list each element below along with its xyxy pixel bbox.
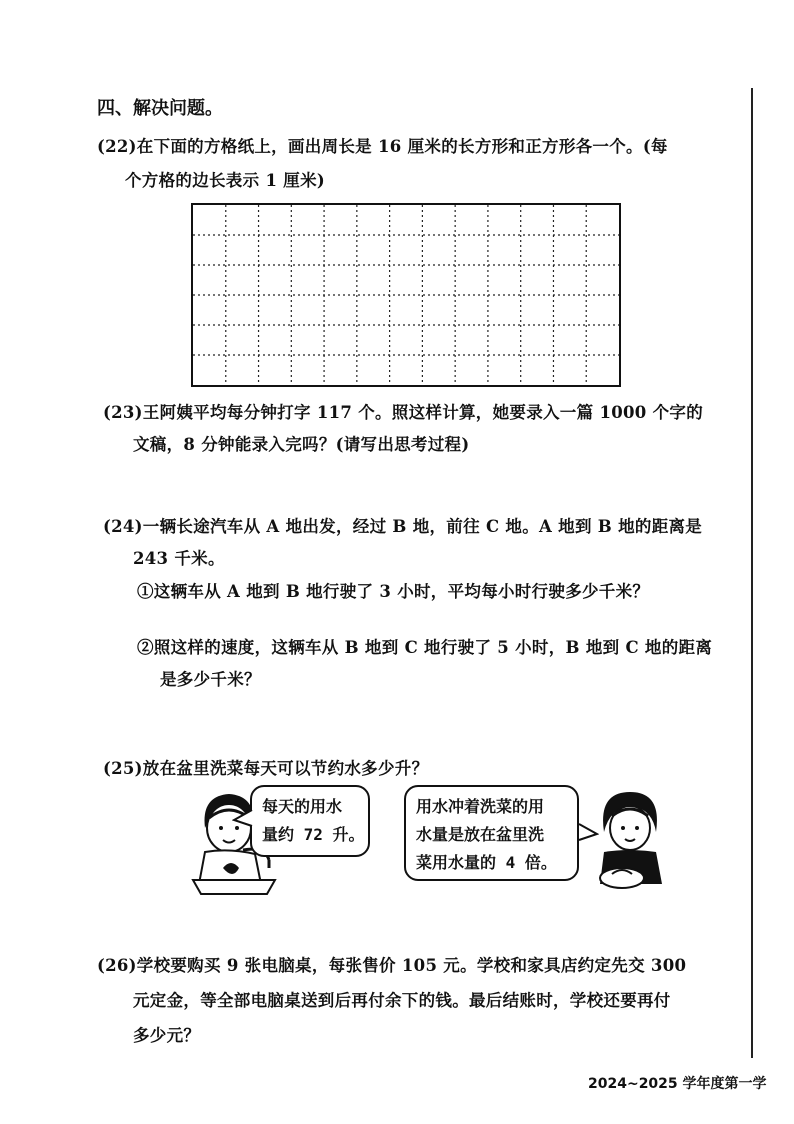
question-23-line2: 文稿，8 分钟能录入完吗？(请写出思考过程) (133, 435, 470, 454)
question-24-sub2-line2: 是多少千米？ (160, 670, 261, 689)
question-22-line2: 个方格的边长表示 1 厘米) (125, 171, 325, 190)
bubble-left-tail (232, 808, 254, 828)
footer-school-year: 2024~2025 学年度第一学 (588, 1076, 767, 1092)
question-26-line1: (26)学校要购买 9 张电脑桌，每张售价 105 元。学校和家具店约定先交 300 (97, 956, 687, 975)
question-24-line2: 243 千米。 (133, 549, 225, 568)
speech-bubble-left (250, 785, 370, 857)
question-23-line1: (23)王阿姨平均每分钟打字 117 个。照这样计算，她要录入一篇 1000 个字的 (103, 403, 704, 422)
question-24-sub1: ①这辆车从 A 地到 B 地行驶了 3 小时，平均每小时行驶多少千米？ (137, 582, 650, 601)
question-22-line1: (22)在下面的方格纸上，画出周长是 16 厘米的长方形和正方形各一个。(每 (97, 137, 668, 156)
section-title: 四、解决问题。 (97, 98, 223, 119)
question-24-line1: (24)一辆长途汽车从 A 地出发，经过 B 地，前往 C 地。A 地到 B 地的距离是 (103, 517, 703, 536)
speech-bubble-right (404, 785, 579, 881)
bubble-right-line2: 水量是放在盆里洗 (416, 825, 545, 844)
question-26-line2: 元定金，等全部电脑桌送到后再付余下的钱。最后结账时，学校还要再付 (133, 991, 671, 1010)
page-edge-rule (751, 88, 753, 1058)
question-24-sub2-line1: ②照这样的速度，这辆车从 B 地到 C 地行驶了 5 小时，B 地到 C 地的距离 (137, 638, 713, 657)
person-washing-under-tap-illustration (590, 786, 674, 896)
bubble-left-line1: 每天的用水 (262, 797, 343, 816)
bubble-right-line1: 用水冲着洗菜的用 (416, 797, 545, 816)
grid-lines (193, 205, 619, 385)
bubble-left-line2: 量约 72 升。 (262, 825, 365, 844)
square-grid-paper[interactable] (191, 203, 621, 387)
question-26-line3: 多少元？ (133, 1026, 201, 1045)
bubble-right-line3: 菜用水量的 4 倍。 (416, 853, 557, 872)
question-25-line1: (25)放在盆里洗菜每天可以节约水多少升？ (103, 759, 429, 778)
